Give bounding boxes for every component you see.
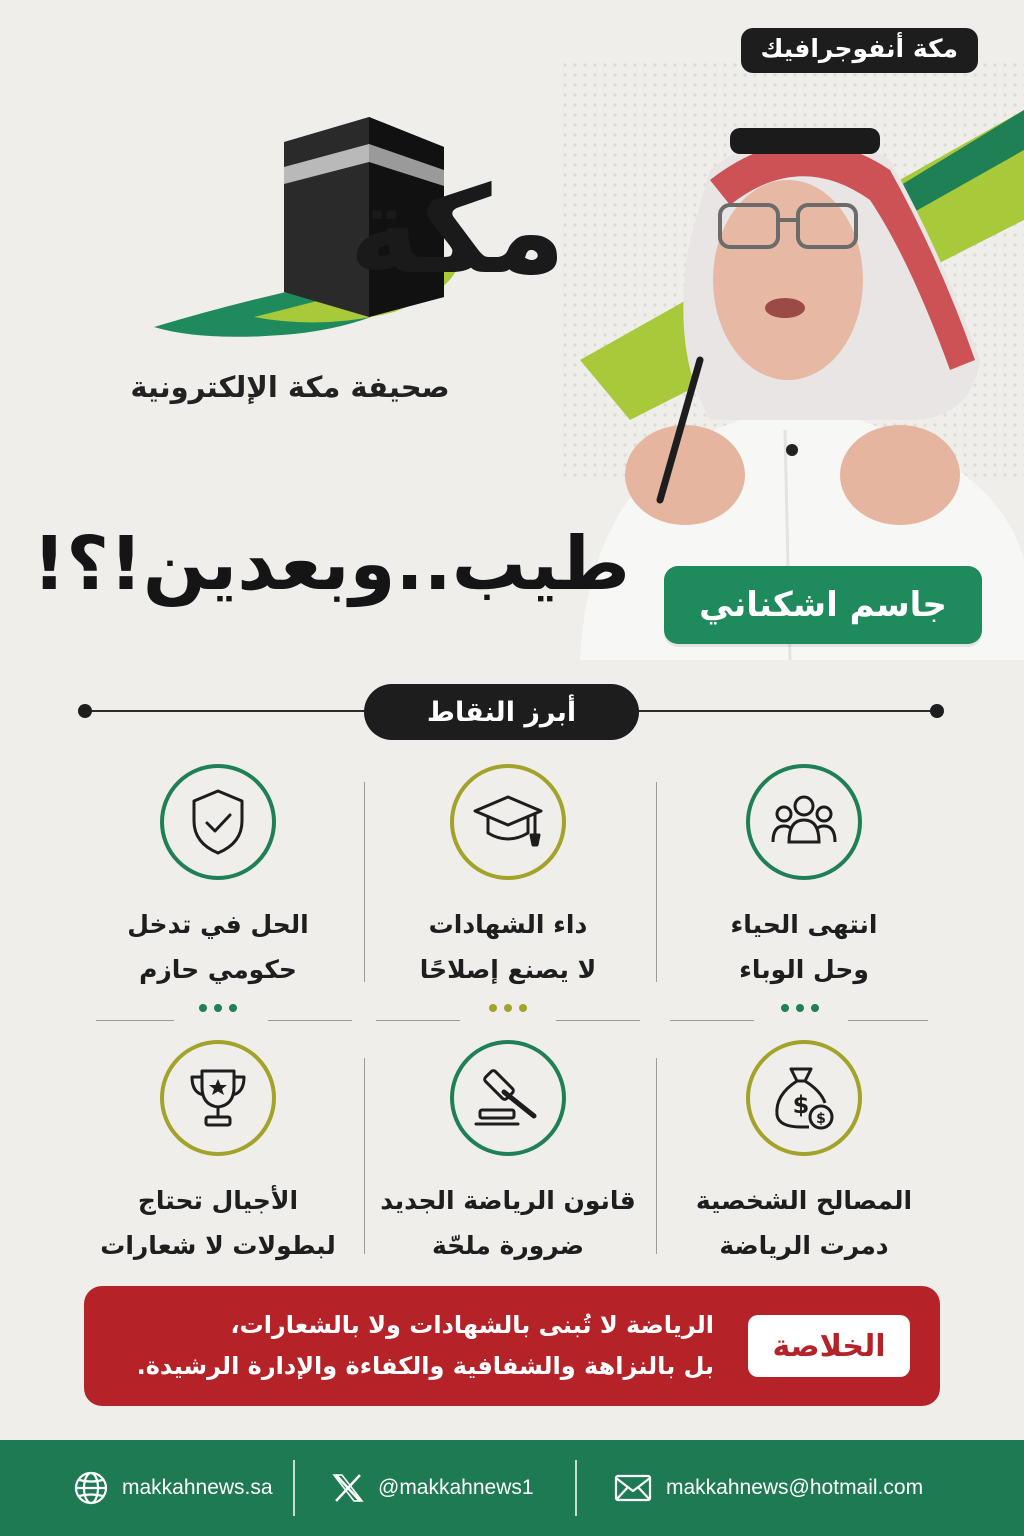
row-divider [848, 1020, 928, 1021]
footer-twitter[interactable] [332, 1440, 534, 1536]
conclusion-label: الخلاصة [748, 1315, 910, 1377]
conclusion-box [84, 1286, 940, 1406]
trophy-icon [160, 1040, 276, 1156]
footer-email[interactable] [614, 1440, 923, 1536]
shield-check-icon [160, 764, 276, 880]
point-line: وحل الوباء [739, 955, 869, 984]
point-line: الحل في تدخل [127, 910, 309, 939]
point-line: ضرورة ملحّة [432, 1231, 584, 1260]
author-name-badge: جاسم اشكناني [664, 566, 982, 644]
footer-website[interactable] [74, 1440, 273, 1536]
svg-text:$: $ [792, 1091, 810, 1119]
point-item [68, 1040, 368, 1268]
footer-separator [575, 1460, 577, 1516]
graduation-cap-icon [450, 764, 566, 880]
section-divider-dot [930, 704, 944, 718]
footer-twitter-text: @makkahnews1 [378, 1476, 534, 1499]
mail-icon [614, 1474, 652, 1502]
conclusion-line: الرياضة لا تُبنى بالشهادات ولا بالشعارات، [230, 1311, 714, 1340]
conclusion-line: بل بالنزاهة والشفافية والكفاءة والإدارة الرشيدة. [136, 1352, 714, 1380]
point-line: الأجيال تحتاج [137, 1186, 299, 1215]
point-line: لبطولات لا شعارات [100, 1231, 336, 1260]
point-line: حكومي حازم [139, 955, 297, 984]
footer-email-text: makkahnews@hotmail.com [666, 1476, 924, 1499]
row-divider [268, 1020, 352, 1021]
section-title: أبرز النقاط [364, 684, 639, 740]
row-divider [556, 1020, 640, 1021]
point-line: داء الشهادات [428, 910, 588, 939]
x-twitter-icon [332, 1472, 364, 1504]
row-divider-dots [489, 1004, 527, 1012]
logo-wordmark: مكة [349, 162, 566, 301]
point-item [654, 1040, 954, 1268]
point-line: المصالح الشخصية [695, 1186, 913, 1215]
svg-text:$: $ [816, 1111, 826, 1127]
globe-icon [74, 1471, 108, 1505]
row-divider [376, 1020, 460, 1021]
logo-caption: صحيفة مكة الإلكترونية [130, 370, 450, 404]
footer-website-text: makkahnews.sa [122, 1476, 273, 1499]
row-divider-dots [199, 1004, 237, 1012]
point-item [358, 1040, 658, 1268]
row-divider-dots [781, 1004, 819, 1012]
row-divider [670, 1020, 754, 1021]
infographic-tag: مكة أنفوجرافيك [741, 28, 979, 73]
makkah-logo [104, 112, 566, 352]
money-bag-icon [746, 1040, 862, 1156]
page-title: طيب..وبعدين!؟! [32, 521, 630, 607]
point-item [654, 764, 954, 992]
footer-bar [0, 1440, 1024, 1536]
row-divider [96, 1020, 174, 1021]
section-divider-dot [78, 704, 92, 718]
point-line: لا يصنع إصلاحًا [419, 955, 597, 984]
point-item [358, 764, 658, 992]
footer-separator [293, 1460, 295, 1516]
point-line: انتهى الحياء [730, 910, 878, 939]
point-item [68, 764, 368, 992]
point-line: دمرت الرياضة [719, 1231, 889, 1260]
gavel-icon [450, 1040, 566, 1156]
people-icon [746, 764, 862, 880]
point-line: قانون الرياضة الجديد [380, 1186, 636, 1215]
